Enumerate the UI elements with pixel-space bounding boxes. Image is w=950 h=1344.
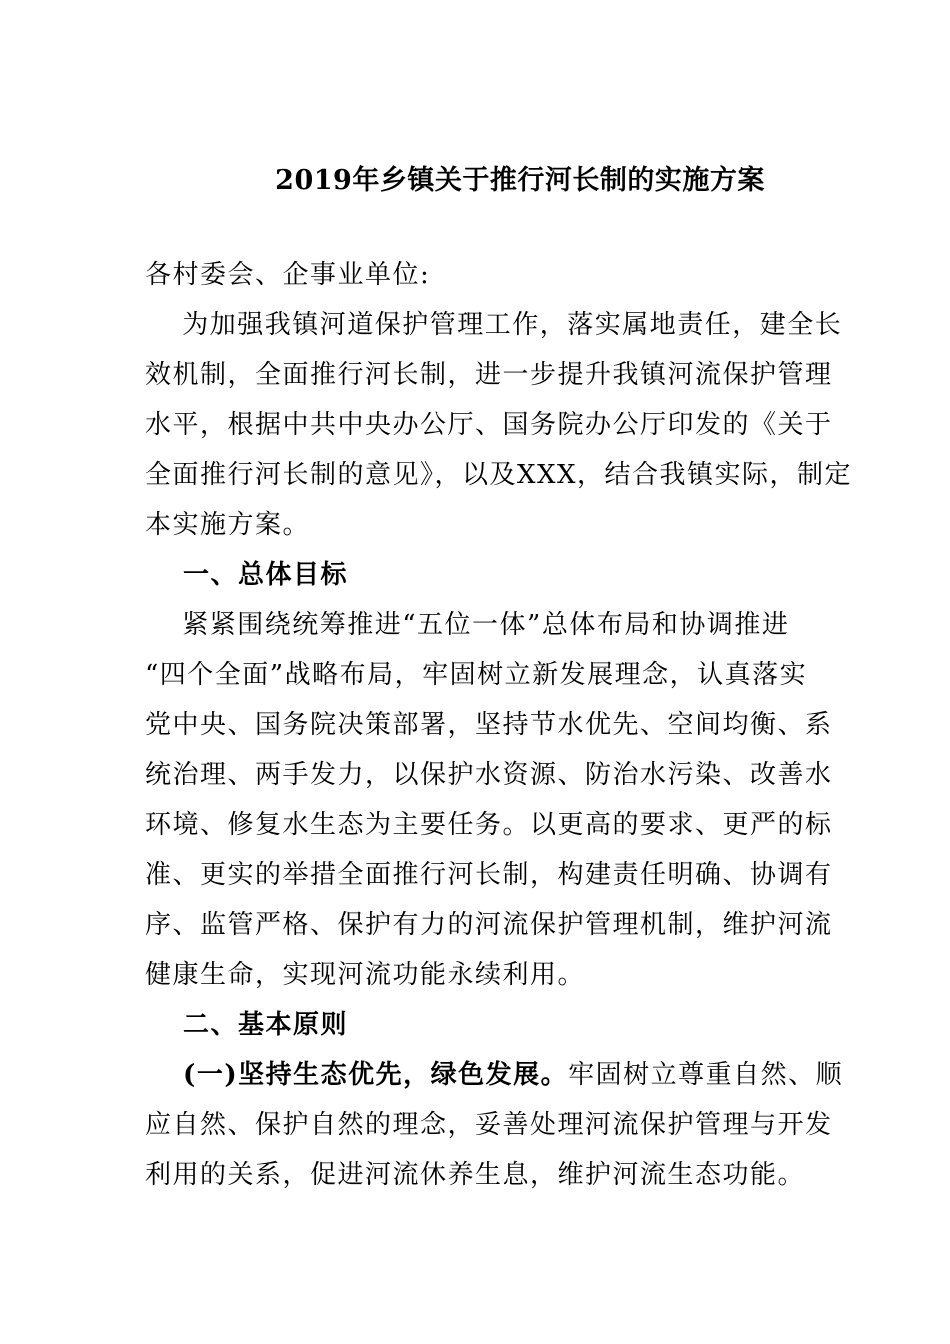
paragraph-line: 环境、修复水生态为主要任务。以更高的要求、更严的标	[145, 810, 833, 840]
paragraph-line: 利用的关系，促进河流休养生息，维护河流生态功能。	[145, 1160, 806, 1190]
section-heading: 一、总体目标	[145, 560, 349, 590]
principle-line	[145, 1058, 843, 1092]
paragraph-line: 为加强我镇河道保护管理工作，落实属地责任，建全长	[145, 310, 843, 340]
paragraph-line: 统治理、两手发力，以保护水资源、防治水污染、改善水	[145, 760, 833, 790]
paragraph-line: 应自然、保护自然的理念，妥善处理河流保护管理与开发	[145, 1110, 833, 1140]
paragraph-line: 序、监管严格、保护有力的河流保护管理机制，维护河流	[145, 910, 833, 940]
paragraph-line: 紧紧围绕统筹推进“五位一体”总体布局和协调推进	[145, 610, 790, 640]
section-heading: 二、基本原则	[145, 1010, 349, 1040]
salutation: 各村委会、企事业单位:	[145, 260, 431, 290]
document-title: 2019年乡镇关于推行河长制的实施方案	[275, 165, 765, 196]
principle-text: 牢固树立尊重自然、顺	[568, 1060, 844, 1090]
principle-heading: (一)坚持生态优先，绿色发展。	[145, 1060, 569, 1090]
paragraph-line: 水平，根据中共中央办公厅、国务院办公厅印发的《关于	[145, 410, 833, 440]
paragraph-line: 效机制，全面推行河长制，进一步提升我镇河流保护管理	[145, 360, 833, 390]
paragraph-line: 党中央、国务院决策部署，坚持节水优先、空间均衡、系	[145, 710, 833, 740]
paragraph-line: 准、更实的举措全面推行河长制，构建责任明确、协调有	[145, 860, 833, 890]
paragraph-line: 全面推行河长制的意见》，以及XXX，结合我镇实际，制定	[145, 460, 853, 490]
paragraph-line: “四个全面”战略布局，牢固树立新发展理念，认真落实	[145, 660, 808, 690]
paragraph-line: 本实施方案。	[145, 510, 311, 540]
paragraph-line: 健康生命，实现河流功能永续利用。	[145, 960, 586, 990]
